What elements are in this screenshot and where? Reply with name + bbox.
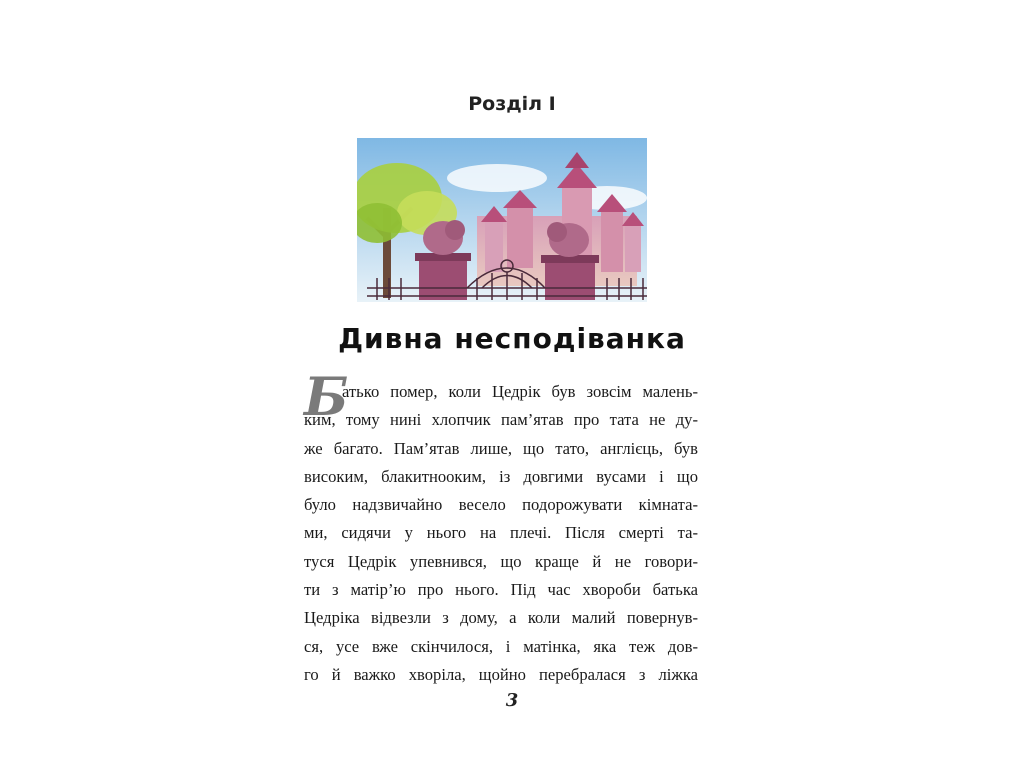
text-line: ся, усе вже скінчилося, і матінка, яка теж дов- — [304, 636, 698, 656]
text-line: же багато. Пам’ятав лише, що тато, англієць, був — [304, 438, 698, 458]
castle-gate-illustration — [357, 138, 647, 302]
text-line: високим, блакитнооким, із довгими вусами і що — [304, 466, 698, 486]
text-line: го й важко хворіла, щойно перебралася з ліжка — [304, 664, 698, 684]
page-number: 3 — [505, 690, 519, 711]
body-text — [304, 378, 698, 689]
text-line: було надзвичайно весело подорожувати кімната- — [304, 495, 698, 515]
text-line: ми, сидячи у нього на плечі. Після смерті та- — [304, 523, 698, 543]
text-line: атько помер, коли Цедрік був зовсім малень- — [342, 382, 698, 401]
drop-cap: Б — [304, 367, 349, 428]
text-line: ким, тому нині хлопчик пам’ятав про тата не ду- — [304, 410, 698, 430]
text-line: ти з матір’ю про нього. Під час хвороби батька — [304, 580, 698, 600]
chapter-title: Дивна несподіванка — [338, 322, 686, 355]
cloud — [447, 164, 547, 192]
text-line: Цедріка відвезли з дому, а коли малий повернув- — [304, 608, 698, 628]
chapter-label: Розділ І — [468, 93, 556, 115]
text-line: туся Цедрік упевнився, що краще й не говори- — [304, 551, 698, 571]
